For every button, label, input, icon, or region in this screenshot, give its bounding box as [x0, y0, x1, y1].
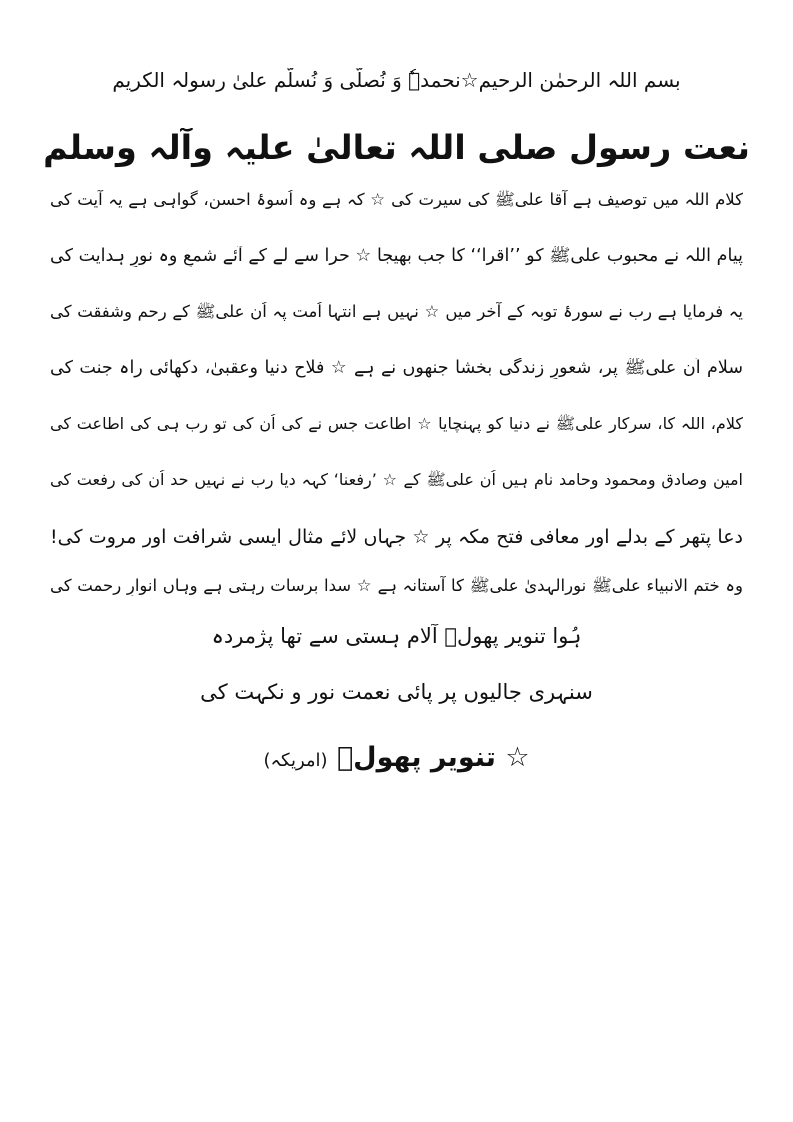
- poet-name: تنویر پھولؔ: [336, 742, 496, 773]
- verse-line-5: کلام، اللہ کا، سرکار علیﷺ نے دنیا کو پہنچایا ☆ اطاعت جس نے کی اُن کی تو رب ہی کی اطاعت کی: [50, 414, 743, 433]
- verse-line-2: پیام اللہ نے محبوب علیﷺ کو ’’اقرا‘‘ کا جب بھیجا ☆ حرا سے لے کے آئے شمعِ وہ نورِ ہدایت کی: [50, 246, 743, 266]
- verse-line-4: سلام اُن علیﷺ پر، شعورِ زندگی بخشا جنھوں نے ہے ☆ فلاح دنیا وعقبیٰ، دکھائی راہ جنت کی: [50, 358, 743, 378]
- star-icon: ☆: [505, 742, 530, 773]
- verse-line-7: دعا پتھر کے بدلے اور معافی فتحِ مکہ پر ☆ جہاں لائے مثال ایسی شرافت اور مروت کی!: [50, 526, 743, 548]
- closing-line-2: سنہری جالیوں پر پائی نعمت نور و نکہت کی: [200, 680, 593, 704]
- verse-line-1: کلام اللہ میں توصیف ہے آقا علیﷺ کی سیرت کی ☆ کہ ہے وہ اُسوۂ احسن، گواہی ہے یہ آیت کی: [50, 190, 743, 209]
- poet-location: (امریکہ): [263, 750, 328, 771]
- verse-line-6: امین وصادق ومحمود وحامد نام ہیں اُن علیﷺ کے ☆ ’رفعنا‘ کہہ دیا رب نے نہیں حد اُن کی رفعت کی: [50, 470, 743, 489]
- verse-line-3: یہ فرمایا ہے رب نے سورۂ توبہ کے آخر میں ☆ نہیں ہے انتہا اُمت پہ اُن علیﷺ کے رحم وشفقت کی: [50, 302, 743, 321]
- closing-line-1: ہُوا تنویر پھولؔ آلامِ ہستی سے تھا پژمردہ: [211, 624, 582, 648]
- page-title: نعت رسول صلی اللہ تعالیٰ علیہ وآلہ وسلم: [43, 128, 750, 167]
- poet-signature: [40, 742, 753, 774]
- verse-line-8: وہ ختم الانبیاء علیﷺ نورالہدیٰ علیﷺ کا آستانہ ہے ☆ سدا برسات رہتی ہے وہاں انوارِ رحمت کی: [50, 576, 743, 595]
- bismillah-line: بسم اللہ الرحمٰن الرحیم☆نحمدہٗ وَ نُصلّی وَ نُسلّم علیٰ رسولہ الکریم: [112, 68, 681, 92]
